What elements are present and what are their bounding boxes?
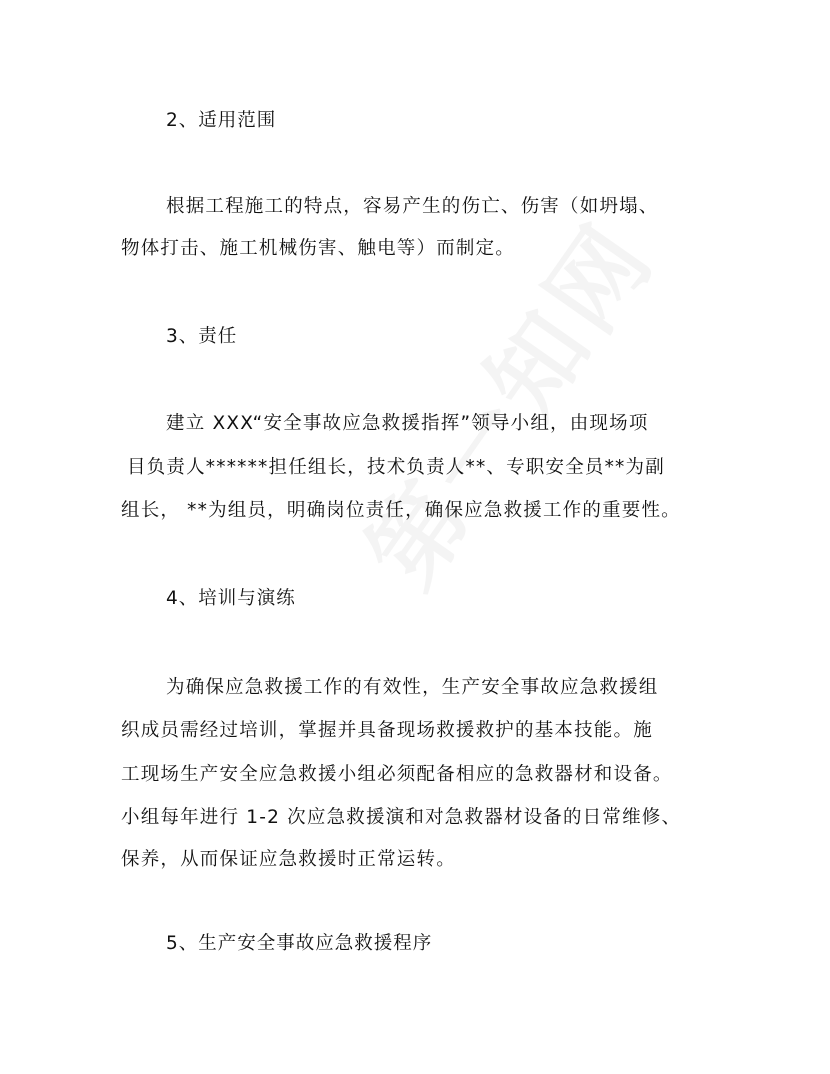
section-5-heading: 5、生产安全事故应急救援程序 [166, 933, 433, 954]
section-3-heading: 3、责任 [166, 326, 238, 347]
section-4-heading: 4、培训与演练 [166, 588, 296, 609]
section-3-paragraph-line-3: 组长， **为组员，明确岗位责任，确保应急救援工作的重要性。 [121, 500, 681, 521]
section-2-heading: 2、适用范围 [166, 110, 277, 131]
section-4-paragraph-line-2: 织成员需经过培训，掌握并具备现场救援救护的基本技能。施 [121, 720, 653, 741]
section-4-paragraph-line-1: 为确保应急救援工作的有效性，生产安全事故应急救援组 [166, 677, 659, 698]
section-2-paragraph-line-1: 根据工程施工的特点，容易产生的伤亡、伤害（如坍塌、 [166, 196, 659, 217]
section-4-paragraph-line-4: 小组每年进行 1-2 次应急救援演和对急救器材设备的日常维修、 [121, 807, 682, 828]
section-2-paragraph-line-2: 物体打击、施工机械伤害、触电等）而制定。 [121, 238, 516, 259]
section-4-paragraph-line-5: 保养，从而保证应急救援时正常运转。 [121, 849, 456, 870]
section-3-paragraph-line-1: 建立 XXX“安全事故应急救援指挥”领导小组，由现场项 [166, 413, 649, 434]
section-4-paragraph-line-3: 工现场生产安全应急救援小组必须配备相应的急救器材和设备。 [121, 764, 673, 785]
section-3-paragraph-line-2: 目负责人******担任组长，技术负责人**、专职安全员**为副 [127, 457, 665, 478]
